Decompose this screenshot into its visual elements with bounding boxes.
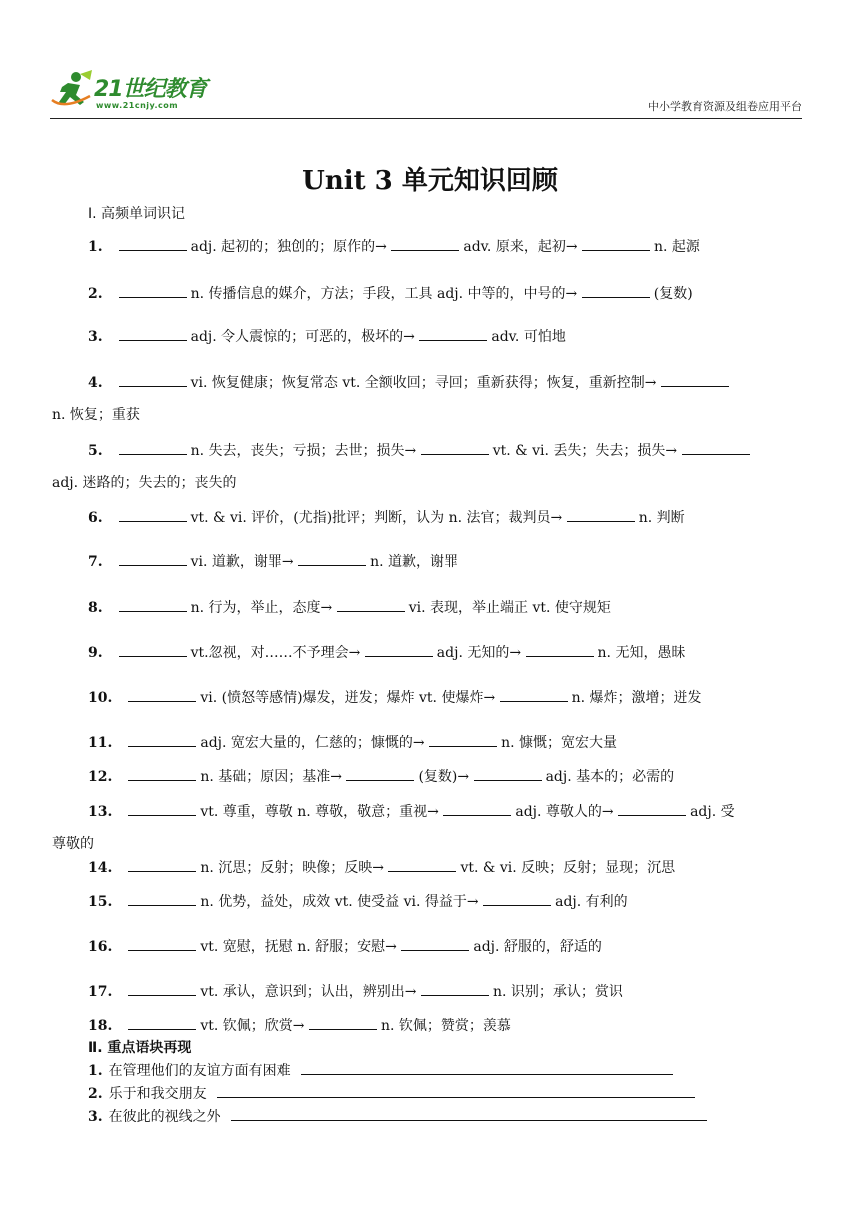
item-text: n. 优势，益处，成效 vt. 使受益 vi. 得益于→ [200, 894, 484, 910]
answer-blank[interactable] [429, 732, 497, 747]
answer-blank[interactable] [128, 857, 196, 872]
vocab-item [88, 857, 675, 878]
vocab-item [88, 732, 617, 753]
phrase-answer-blank[interactable] [217, 1083, 695, 1098]
answer-blank[interactable] [401, 936, 469, 951]
answer-blank[interactable] [119, 326, 187, 341]
answer-blank[interactable] [337, 597, 405, 612]
answer-blank[interactable] [128, 766, 196, 781]
item-text: vi. 表现，举止端正 vt. 使守规矩 [408, 600, 611, 616]
item-number: 3. [88, 329, 103, 345]
item-text: n. 行为，举止，态度→ [190, 600, 337, 616]
item-text: vt. 承认，意识到；认出，辨别出→ [200, 984, 421, 1000]
item-text: n. 基础；原因；基准→ [200, 769, 347, 785]
item-text: vt.忽视，对……不予理会→ [190, 645, 365, 661]
answer-blank[interactable] [474, 766, 542, 781]
item-text: n. 无知，愚昧 [597, 645, 686, 661]
phrase-item [88, 1083, 695, 1104]
answer-blank[interactable] [500, 687, 568, 702]
answer-blank[interactable] [119, 372, 187, 387]
answer-blank[interactable] [128, 936, 196, 951]
answer-blank[interactable] [128, 891, 196, 906]
item-text: adj. 令人震惊的；可恶的，极坏的→ [190, 329, 420, 345]
item-text: n. 判断 [638, 510, 685, 526]
item-number: 2. [88, 286, 103, 302]
item-number: 17. [88, 984, 113, 1000]
answer-blank[interactable] [661, 372, 729, 387]
item-text: adj. 受 [690, 804, 735, 820]
answer-blank[interactable] [119, 440, 187, 455]
item-text: vt. 尊重，尊敬 n. 尊敬，敬意；重视→ [200, 804, 444, 820]
item-number: 14. [88, 860, 113, 876]
section-vocabulary-heading: Ⅰ. 高频单词识记 [88, 206, 186, 222]
answer-blank[interactable] [119, 507, 187, 522]
item-number: 4. [88, 375, 103, 391]
item-number: 15. [88, 894, 113, 910]
logo [50, 70, 230, 114]
answer-blank[interactable] [365, 642, 433, 657]
item-text: (复数) [653, 286, 693, 302]
item-text: adv. 原来，起初→ [463, 239, 582, 255]
item-text: adj. 尊敬人的→ [515, 804, 619, 820]
answer-blank[interactable] [128, 1015, 196, 1030]
answer-blank[interactable] [128, 801, 196, 816]
logo-url: www.21cnjy.com [96, 101, 179, 110]
item-text: vi. (愤怒等感情)爆发，迸发；爆炸 vt. 使爆炸→ [200, 690, 500, 706]
item-continuation: adj. 迷路的；失去的；丧失的 [52, 475, 237, 491]
item-text: vt. 宽慰，抚慰 n. 舒服；安慰→ [200, 939, 402, 955]
item-number: 8. [88, 600, 103, 616]
vocab-item [88, 372, 733, 393]
section-phrases-heading: Ⅱ. 重点语块再现 [88, 1040, 192, 1056]
answer-blank[interactable] [391, 236, 459, 251]
item-text: n. 识别；承认；赏识 [492, 984, 623, 1000]
answer-blank[interactable] [128, 732, 196, 747]
answer-blank[interactable] [128, 981, 196, 996]
answer-blank[interactable] [582, 236, 650, 251]
vocab-item [88, 440, 754, 461]
answer-blank[interactable] [298, 551, 366, 566]
phrase-number: 2. [88, 1086, 103, 1102]
answer-blank[interactable] [582, 283, 650, 298]
item-number: 13. [88, 804, 113, 820]
vocab-item [88, 981, 623, 1002]
vocab-item [88, 507, 685, 528]
answer-blank[interactable] [567, 507, 635, 522]
item-text: vi. 道歉，谢罪→ [190, 554, 299, 570]
item-number: 1. [88, 239, 103, 255]
vocab-item [88, 891, 628, 912]
answer-blank[interactable] [483, 891, 551, 906]
item-text: adj. 基本的；必需的 [545, 769, 675, 785]
item-text: vt. & vi. 丢失；失去；损失→ [492, 443, 682, 459]
item-number: 18. [88, 1018, 113, 1034]
platform-name: 中小学教育资源及组卷应用平台 [648, 100, 802, 113]
vocab-item [88, 801, 735, 822]
item-text: vt. 钦佩；欣赏→ [200, 1018, 309, 1034]
item-text: n. 传播信息的媒介，方法；手段，工具 adj. 中等的，中号的→ [190, 286, 582, 302]
item-text: n. 慷慨；宽宏大量 [501, 735, 618, 751]
item-number: 7. [88, 554, 103, 570]
item-continuation: n. 恢复；重获 [52, 407, 140, 423]
item-text: adj. 起初的；独创的；原作的→ [190, 239, 392, 255]
item-text: adj. 宽宏大量的，仁慈的；慷慨的→ [200, 735, 430, 751]
item-text: n. 失去，丧失；亏损；去世；损失→ [190, 443, 421, 459]
answer-blank[interactable] [119, 283, 187, 298]
phrase-answer-blank[interactable] [301, 1060, 673, 1075]
answer-blank[interactable] [346, 766, 414, 781]
item-number: 5. [88, 443, 103, 459]
item-number: 6. [88, 510, 103, 526]
item-continuation: 尊敬的 [52, 836, 94, 852]
answer-blank[interactable] [119, 597, 187, 612]
vocab-item [88, 597, 611, 618]
answer-blank[interactable] [682, 440, 750, 455]
answer-blank[interactable] [388, 857, 456, 872]
vocab-item [88, 1015, 511, 1036]
vocab-item [88, 642, 685, 663]
item-text: vt. & vi. 评价，(尤指)批评；判断，认为 n. 法官；裁判员→ [190, 510, 567, 526]
vocab-item [88, 326, 566, 347]
item-number: 11. [88, 735, 113, 751]
item-text: n. 爆炸；激增；迸发 [571, 690, 702, 706]
answer-blank[interactable] [443, 801, 511, 816]
item-number: 9. [88, 645, 103, 661]
page-header [50, 60, 802, 119]
answer-blank[interactable] [309, 1015, 377, 1030]
phrase-item [88, 1106, 707, 1127]
phrase-text: 在管理他们的友谊方面有困难 [108, 1063, 291, 1079]
phrase-text: 在彼此的视线之外 [108, 1109, 221, 1125]
vocab-item [88, 283, 693, 304]
phrase-item [88, 1060, 673, 1081]
answer-blank[interactable] [119, 642, 187, 657]
item-number: 16. [88, 939, 113, 955]
phrase-text: 乐于和我交朋友 [108, 1086, 207, 1102]
vocab-item [88, 766, 674, 787]
item-text: n. 钦佩；赞赏；羡慕 [380, 1018, 511, 1034]
page-title: Unit 3 单元知识回顾 [302, 166, 558, 196]
item-text: adj. 有利的 [555, 894, 628, 910]
vocab-item [88, 236, 700, 257]
runner-logo-icon [50, 70, 94, 110]
item-text: n. 起源 [654, 239, 700, 255]
item-text: adj. 无知的→ [436, 645, 526, 661]
vocab-item [88, 936, 602, 957]
logo-text: 21世纪教育 [94, 77, 207, 102]
item-text: n. 沉思；反射；映像；反映→ [200, 860, 389, 876]
item-number: 10. [88, 690, 113, 706]
answer-blank[interactable] [421, 981, 489, 996]
answer-blank[interactable] [618, 801, 686, 816]
item-text: vi. 恢复健康；恢复常态 vt. 全额收回；寻回；重新获得；恢复，重新控制→ [190, 375, 661, 391]
item-text: n. 道歉，谢罪 [370, 554, 459, 570]
vocab-item [88, 551, 458, 572]
answer-blank[interactable] [419, 326, 487, 341]
item-text: adv. 可怕地 [491, 329, 566, 345]
item-number: 12. [88, 769, 113, 785]
phrase-number: 1. [88, 1063, 103, 1079]
answer-blank[interactable] [526, 642, 594, 657]
phrase-number: 3. [88, 1109, 103, 1125]
vocab-item [88, 687, 702, 708]
answer-blank[interactable] [128, 687, 196, 702]
phrase-answer-blank[interactable] [231, 1106, 707, 1121]
answer-blank[interactable] [119, 236, 187, 251]
item-text: vt. & vi. 反映；反射；显现；沉思 [460, 860, 676, 876]
item-text: (复数)→ [418, 769, 474, 785]
item-text: adj. 舒服的，舒适的 [473, 939, 602, 955]
answer-blank[interactable] [421, 440, 489, 455]
answer-blank[interactable] [119, 551, 187, 566]
